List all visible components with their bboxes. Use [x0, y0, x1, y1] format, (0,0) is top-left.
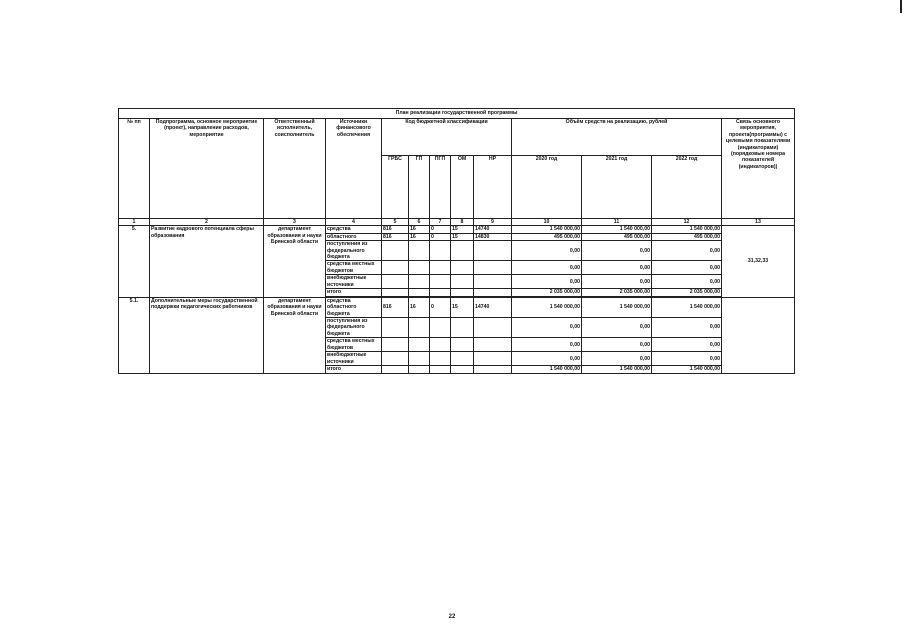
column-number: 2: [150, 219, 264, 226]
amount-2021: 1 540 000,00: [582, 226, 652, 233]
amount-2020: 1 540 000,00: [512, 226, 582, 233]
section2-title: Дополнительные меры государственной поддержки педагогических работников: [150, 297, 264, 373]
source-local: средства местных бюджетов: [326, 338, 382, 352]
source-regional: средства областного бюджета: [326, 297, 382, 317]
amount-2021: 0,00: [582, 275, 652, 289]
source-regional-a: средства: [326, 226, 382, 233]
column-number: 3: [264, 219, 326, 226]
amount-2022: 0,00: [652, 318, 722, 338]
amount-2022: 495 000,00: [652, 233, 722, 240]
program-plan-table: [118, 108, 795, 374]
section1-num: 5.: [119, 226, 150, 297]
source-extrabudget: внебюджетные источники: [326, 275, 382, 289]
column-number: 8: [451, 219, 474, 226]
pgp-cell: 0: [430, 233, 451, 240]
column-number: 4: [326, 219, 382, 226]
amount-2020: 0,00: [512, 352, 582, 366]
nr-cell: 14740: [474, 226, 512, 233]
om-cell: 15: [451, 226, 474, 233]
source-local: средства местных бюджетов: [326, 261, 382, 275]
amount-2020: 0,00: [512, 338, 582, 352]
amount-2021: 0,00: [582, 241, 652, 261]
section1-title: Развитие кадрового потенциала сферы образования: [150, 226, 264, 297]
total-2021: 1 540 000,00: [582, 366, 652, 373]
table-caption: План реализации государственной программы: [119, 109, 795, 119]
header-nr: НР: [474, 156, 512, 219]
nr-cell: 14830: [474, 233, 512, 240]
gp-cell: 16: [409, 233, 430, 240]
pgp-cell: 0: [430, 297, 451, 317]
page-number: 22: [448, 614, 456, 620]
header-num: № пп: [119, 119, 150, 219]
header-om: ОМ: [451, 156, 474, 219]
section2-num: 5.1.: [119, 297, 150, 373]
header-2022: 2022 год: [652, 156, 722, 219]
grbs-cell: 816: [382, 233, 409, 240]
column-number: 11: [582, 219, 652, 226]
amount-2022: 0,00: [652, 241, 722, 261]
column-number: 10: [512, 219, 582, 226]
source-total: итого: [326, 366, 382, 373]
amount-2022: 0,00: [652, 338, 722, 352]
header-gp: ГП: [409, 156, 430, 219]
grbs-cell: 816: [382, 297, 409, 317]
pgp-cell: 0: [430, 226, 451, 233]
amount-2022: 1 540 000,00: [652, 297, 722, 317]
amount-2020: 1 540 000,00: [512, 297, 582, 317]
gp-cell: 16: [409, 226, 430, 233]
header-2020: 2020 год: [512, 156, 582, 219]
amount-2022: 0,00: [652, 275, 722, 289]
om-cell: 15: [451, 233, 474, 240]
header-link: Связь основного мероприятия, проекта(программы) с целевыми показателями (индикаторами) (порядковые номера показателей (индикаторов)): [722, 119, 795, 219]
header-responsible: Ответственный исполнитель, соисполнитель: [264, 119, 326, 219]
amount-2020: 0,00: [512, 318, 582, 338]
header-volume: Объём средств на реализацию, рублей: [512, 119, 722, 156]
amount-2021: 495 000,00: [582, 233, 652, 240]
header-grbs: ГРБС: [382, 156, 409, 219]
section2-responsible: департамент образования и науки Брянской области: [264, 297, 326, 373]
scan-edge-mark: [900, 0, 902, 13]
gp-cell: 16: [409, 297, 430, 317]
source-federal: поступления из федерального бюджета: [326, 241, 382, 261]
amount-2020: 0,00: [512, 275, 582, 289]
total-2022: 1 540 000,00: [652, 366, 722, 373]
header-2021: 2021 год: [582, 156, 652, 219]
amount-2022: 0,00: [652, 261, 722, 275]
section1-link: 31,32,33: [722, 226, 795, 297]
source-extrabudget: внебюджетные источники: [326, 352, 382, 366]
grbs-cell: 816: [382, 226, 409, 233]
source-federal: поступления из федерального бюджета: [326, 318, 382, 338]
om-cell: 15: [451, 297, 474, 317]
total-2020: 2 035 000,00: [512, 289, 582, 296]
column-number: 6: [409, 219, 430, 226]
header-pgp: ПГП: [430, 156, 451, 219]
total-2021: 2 035 000,00: [582, 289, 652, 296]
amount-2021: 1 540 000,00: [582, 297, 652, 317]
amount-2021: 0,00: [582, 352, 652, 366]
header-budget-code: Код бюджетной классификации: [382, 119, 512, 156]
nr-cell: 14740: [474, 297, 512, 317]
amount-2021: 0,00: [582, 318, 652, 338]
column-number: 5: [382, 219, 409, 226]
column-number: 1: [119, 219, 150, 226]
amount-2021: 0,00: [582, 261, 652, 275]
amount-2020: 495 000,00: [512, 233, 582, 240]
column-number: 13: [722, 219, 795, 226]
source-regional-b: областного: [326, 233, 382, 240]
header-subprogram: Подпрограмма, основное мероприятие (проект), направление расходов, мероприятие: [150, 119, 264, 219]
amount-2020: 0,00: [512, 261, 582, 275]
header-sources: Источники финансового обеспечения: [326, 119, 382, 219]
column-number: 7: [430, 219, 451, 226]
amount-2021: 0,00: [582, 338, 652, 352]
section2-link: [722, 297, 795, 373]
amount-2022: 1 540 000,00: [652, 226, 722, 233]
amount-2020: 0,00: [512, 241, 582, 261]
section1-responsible: департамент образования и науки Брянской области: [264, 226, 326, 297]
column-number: 9: [474, 219, 512, 226]
total-2020: 1 540 000,00: [512, 366, 582, 373]
amount-2022: 0,00: [652, 352, 722, 366]
source-total: итого: [326, 289, 382, 296]
column-number: 12: [652, 219, 722, 226]
total-2022: 2 035 000,00: [652, 289, 722, 296]
